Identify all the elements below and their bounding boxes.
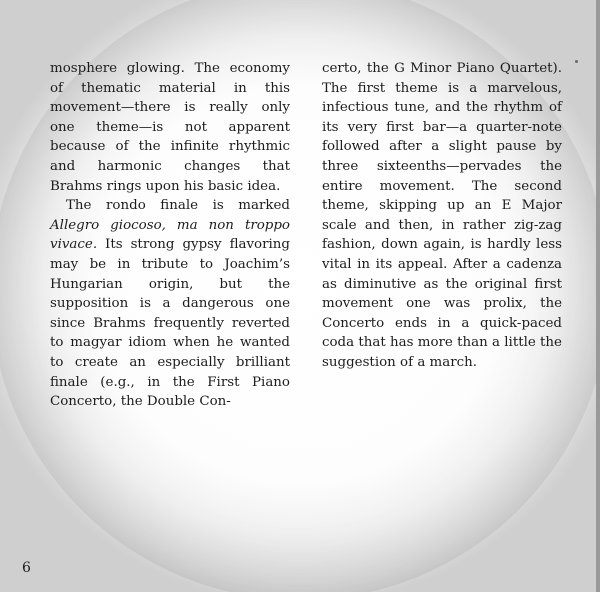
text-column-right — [322, 59, 562, 373]
page-number: 6 — [22, 560, 31, 576]
paragraph-continuation: mosphere glowing. The economy of thematic material in this movement—there is really only one theme—is not apparent because of the infinite rhythmic and harmonic changes that Brahms rings upon his basic idea. — [50, 61, 290, 194]
paragraph-rondo-finale — [50, 196, 290, 412]
text-column-left — [50, 59, 290, 412]
paragraph-themes: certo, the G Minor Piano Quartet). The first theme is a marvelous, infectious tune, and the rhythm of its very first bar—a quarter-note followed after a slight pause by three sixteenths—pervades the entire movement. The second theme, skipping up an E Major scale and then, in rather zig-zag fashion, down again, is hardly less vital in its appeal. After a cadenza as diminutive as the original first movement one was prolix, the Concerto ends in a quick-paced coda that has more than a little the suggestion of a march. — [322, 61, 562, 370]
tempo-marking: Allegro giocoso, ma non troppo vivace. — [50, 217, 290, 253]
page-edge — [596, 0, 600, 592]
paragraph-text: Its strong gypsy flavoring may be in tribute to Joachim’s Hungarian origin, but the supposition is a dangerous one since Brahms frequently reverted to magyar idiom when he wanted to create an especially brilliant finale (e.g., in the First Piano Concerto, the Double Con- — [50, 237, 290, 410]
paper-speck — [575, 60, 578, 63]
paragraph-text: The rondo finale is marked — [66, 198, 290, 214]
